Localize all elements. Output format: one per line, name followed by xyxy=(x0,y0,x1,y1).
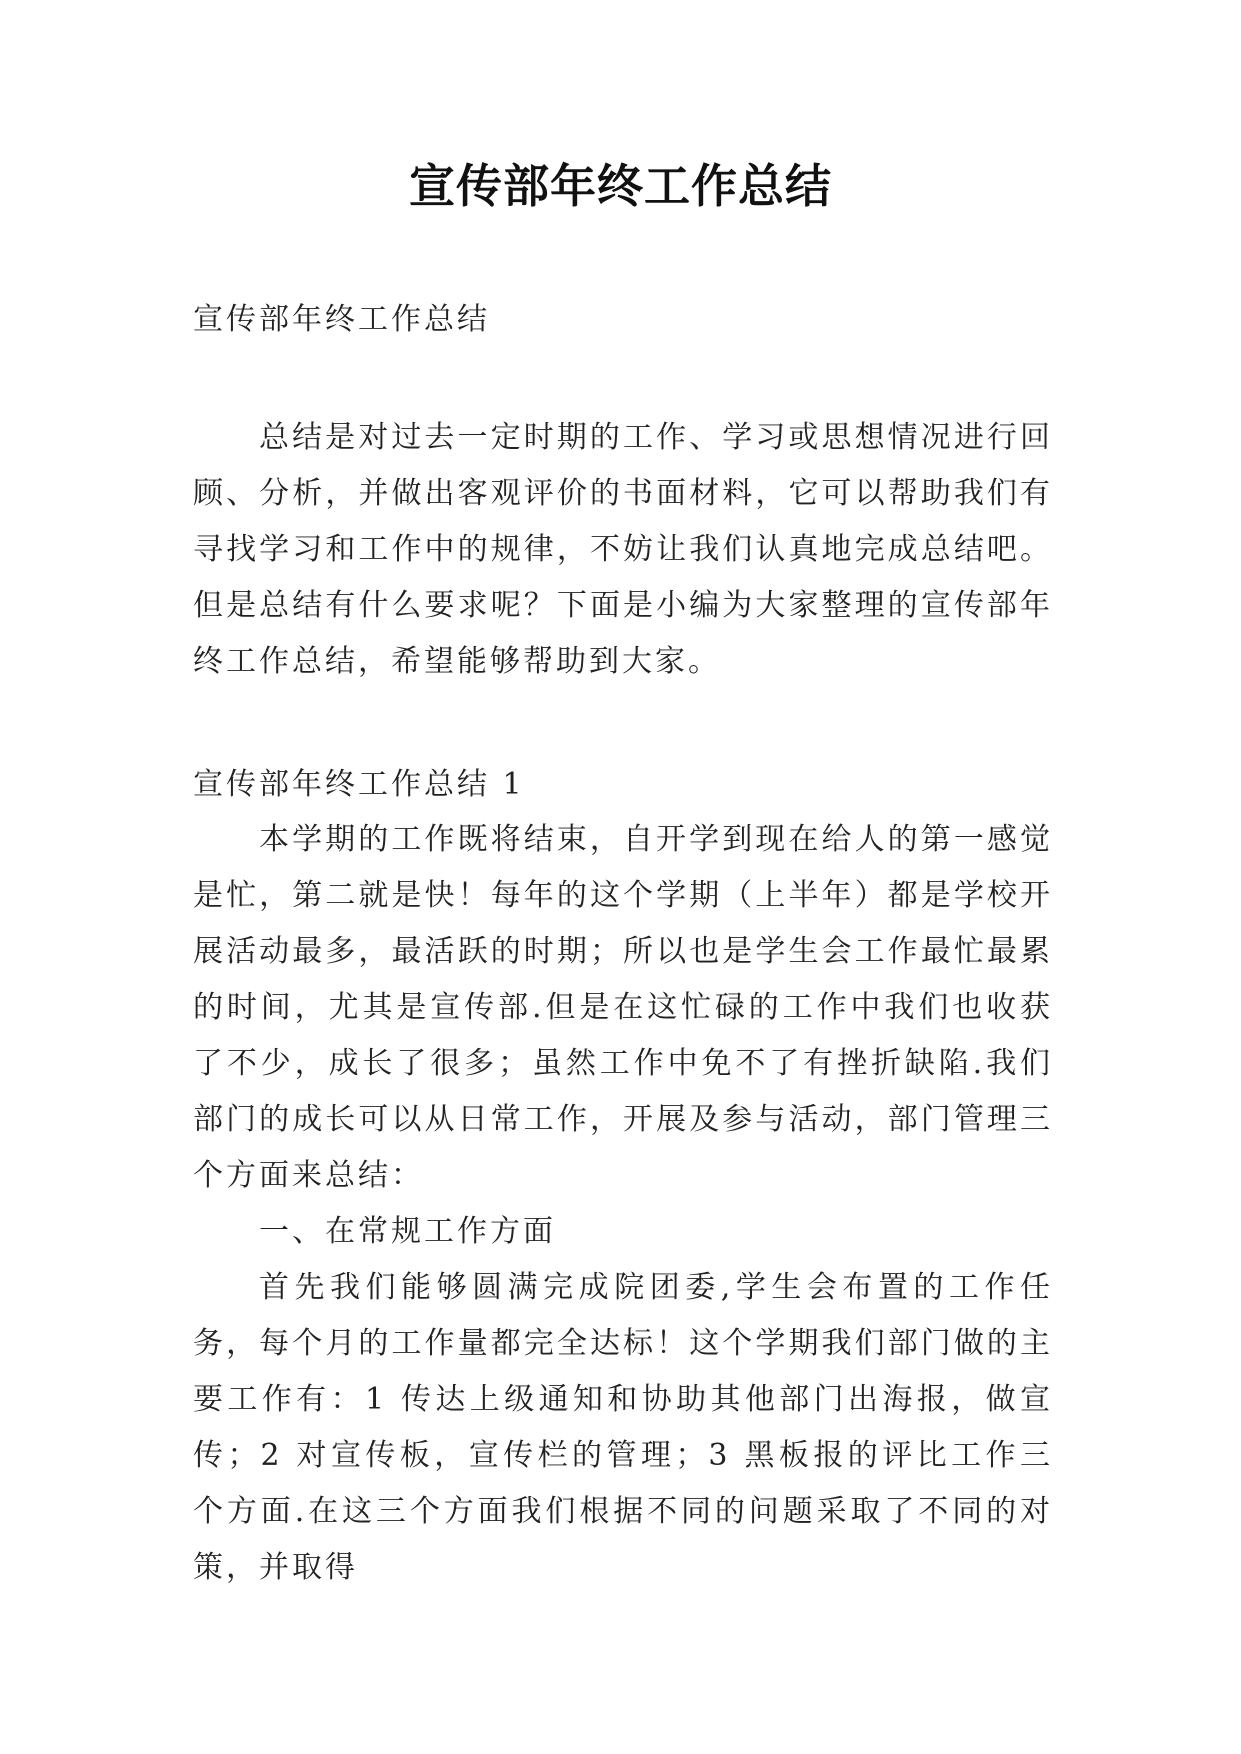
subheading-1: 一、在常规工作方面 xyxy=(259,1214,556,1249)
paragraph-2-block xyxy=(193,1260,1053,1596)
document-subtitle: 宣传部年终工作总结 xyxy=(193,302,490,337)
section-heading: 宣传部年终工作总结 1 xyxy=(193,767,525,802)
intro-paragraph: 总结是对过去一定时期的工作、学习或思想情况进行回顾、分析，并做出客观评价的书面材料，它可以帮助我们有寻找学习和工作中的规律，不妨让我们认真地完成总结吧。但是总结有什么要求呢？下面是小编为大家整理的宣传部年终工作总结，希望能够帮助到大家。 xyxy=(193,420,1053,679)
document-title: 宣传部年终工作总结 xyxy=(409,159,832,213)
paragraph-2: 首先我们能够圆满完成院团委,学生会布置的工作任务，每个月的工作量都完全达标！这个学期我们部门做的主要工作有：1 传达上级通知和协助其他部门出海报，做宣传；2 对宣传板，宣传栏的管理；3 黑板报的评比工作三个方面.在这三个方面我们根据不同的问题采取了不同的对策，并取得 xyxy=(193,1270,1053,1585)
section-body xyxy=(193,812,1053,1204)
paragraph-1: 本学期的工作既将结束，自开学到现在给人的第一感觉是忙，第二就是快！每年的这个学期（上半年）都是学校开展活动最多，最活跃的时期；所以也是学生会工作最忙最累的时间，尤其是宣传部.但是在这忙碌的工作中我们也收获了不少，成长了很多；虽然工作中免不了有挫折缺陷.我们部门的成长可以从日常工作，开展及参与活动，部门管理三个方面来总结： xyxy=(193,822,1053,1193)
subheading-block xyxy=(193,1204,1053,1260)
